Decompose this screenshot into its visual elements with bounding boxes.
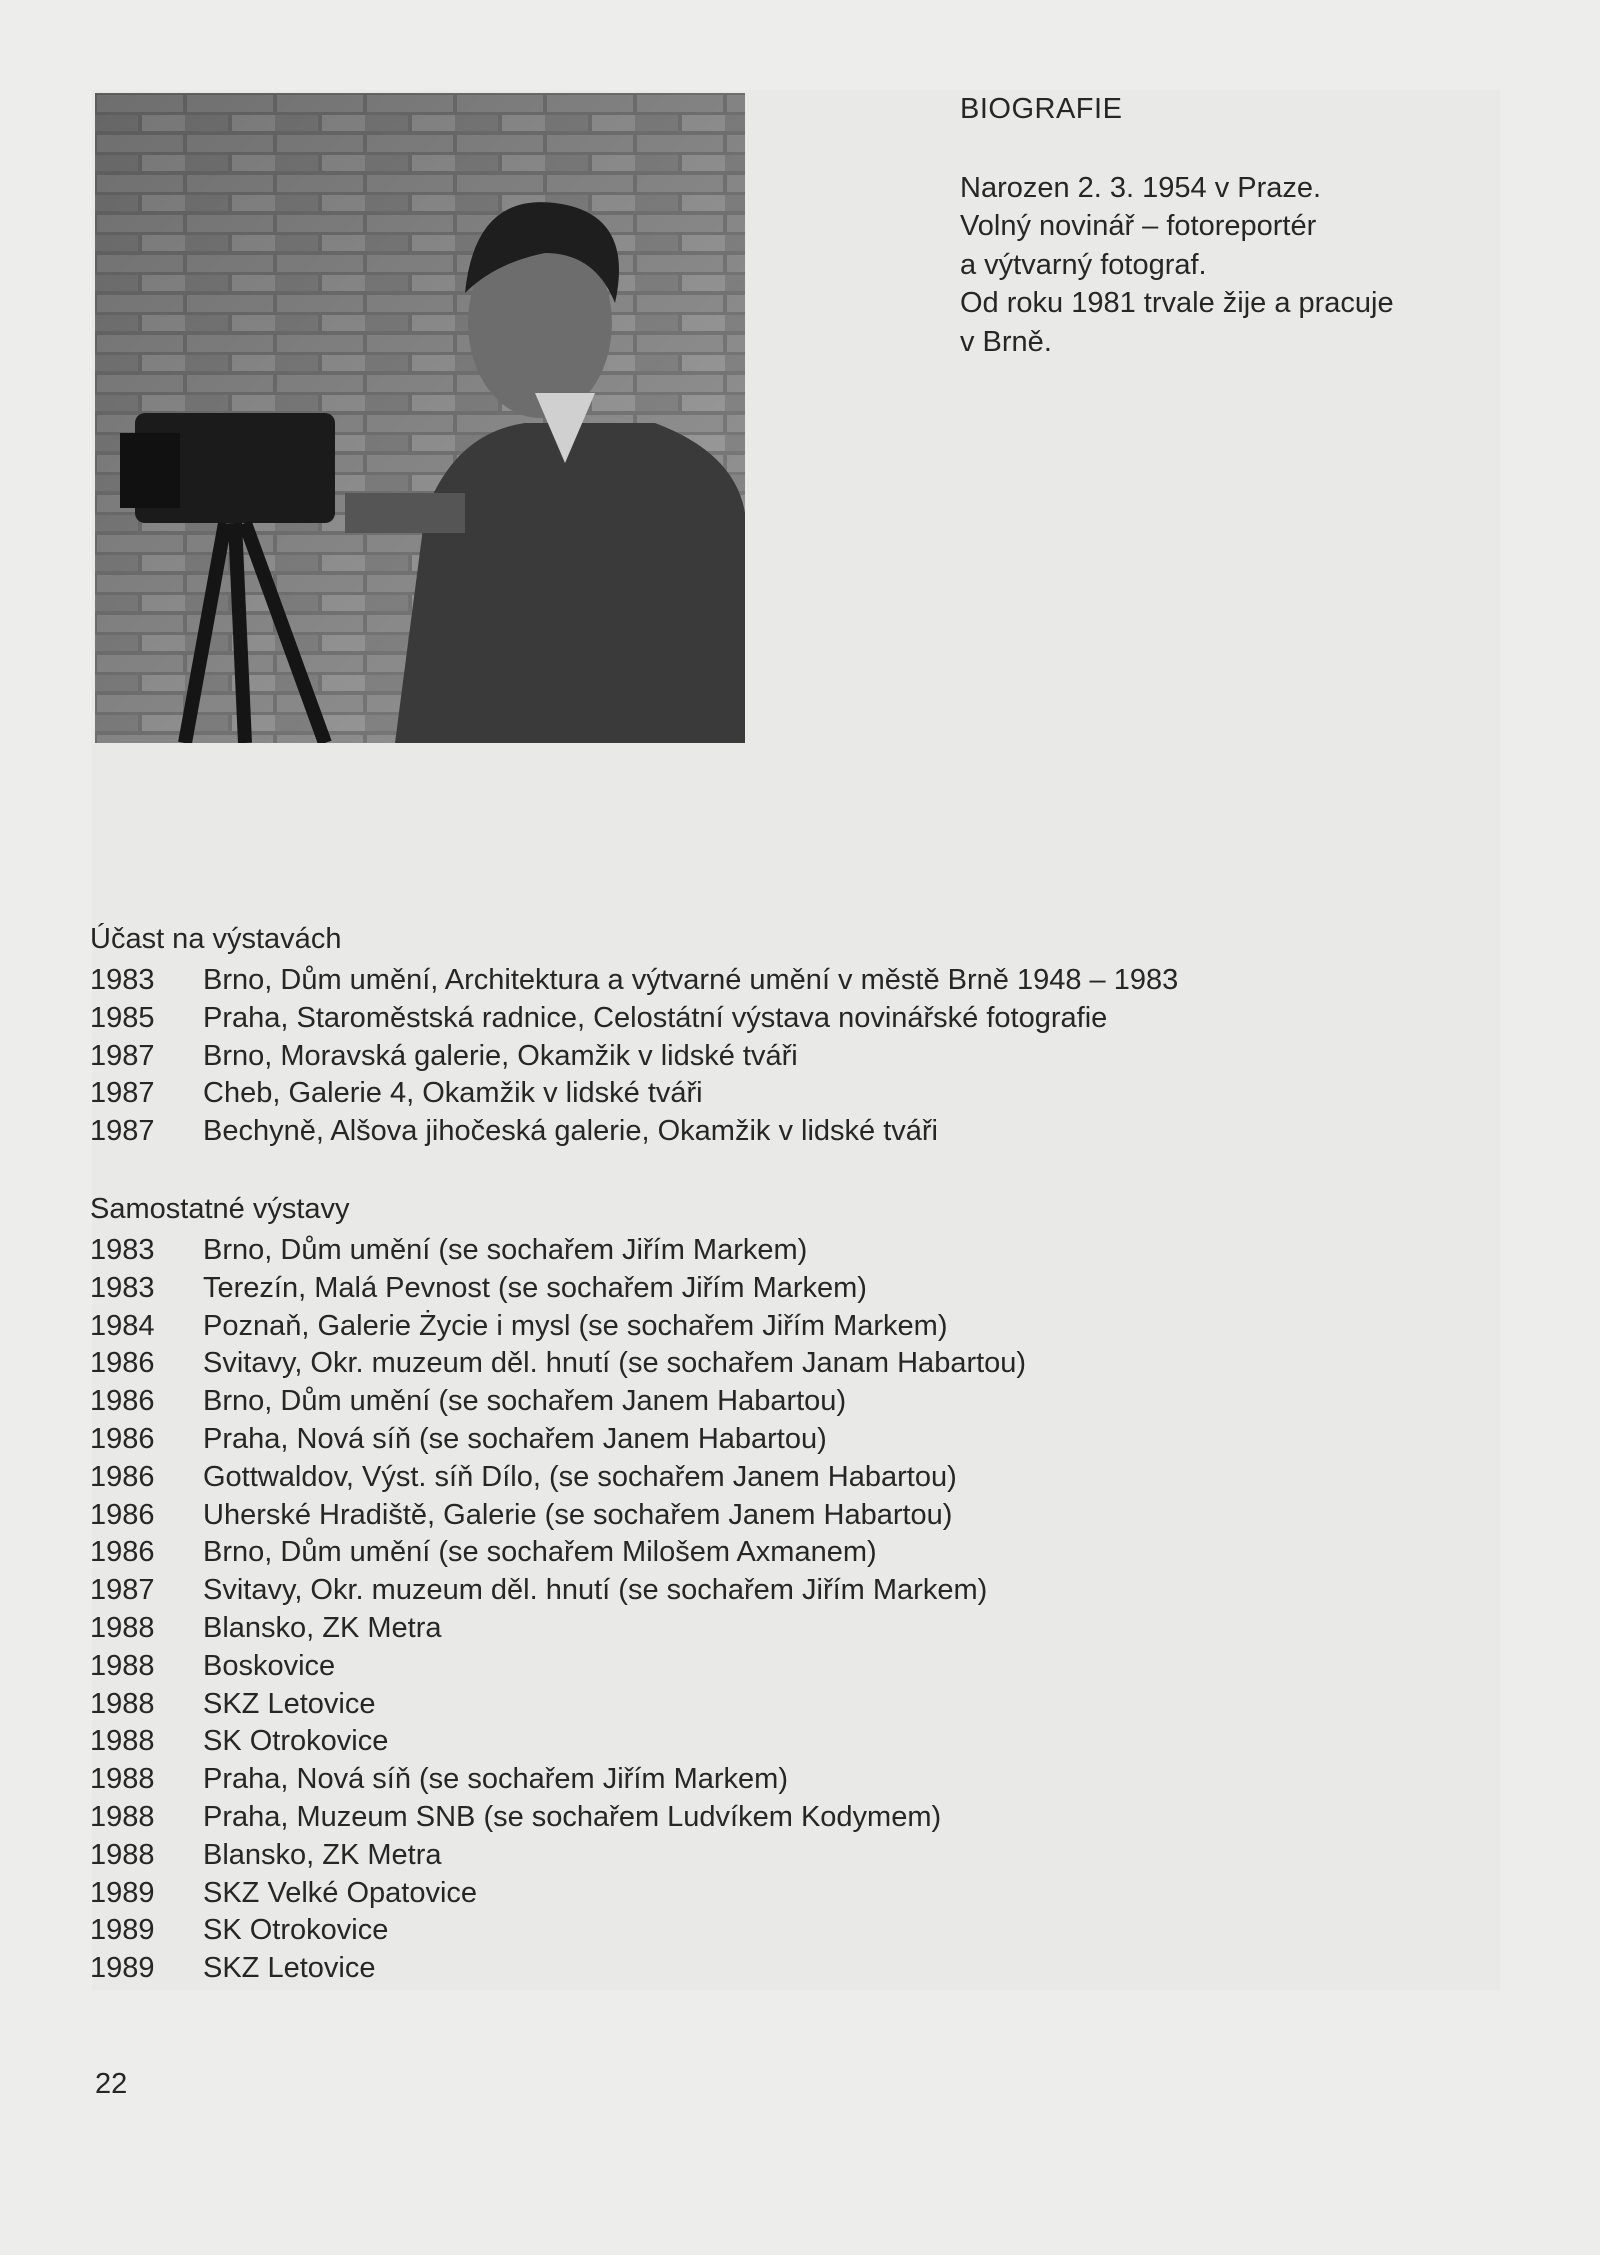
exhibition-year: 1986 [90, 1460, 155, 1493]
exhibition-text: Gottwaldov, Výst. síň Dílo, (se sochařem Janem Habartou) [203, 1460, 957, 1493]
exhibition-text: SKZ Letovice [203, 1687, 376, 1720]
exhibition-row [90, 1723, 1026, 1761]
exhibition-row [90, 1686, 1026, 1724]
exhibition-text: Praha, Staroměstská radnice, Celostátní výstava novinářské fotografie [203, 1001, 1108, 1034]
bio-line: Od roku 1981 trvale žije a pracuje [960, 287, 1394, 319]
exhibition-year: 1987 [90, 1574, 155, 1607]
exhibition-row [90, 1345, 1026, 1383]
exhibition-row [90, 1459, 1026, 1497]
exhibition-row [90, 962, 1178, 1000]
exhibition-year: 1986 [90, 1385, 155, 1418]
exhibition-year: 1989 [90, 1876, 155, 1909]
exhibition-text: Brno, Dům umění (se sochařem Janem Habartou) [203, 1385, 847, 1418]
exhibition-year: 1989 [90, 1952, 155, 1985]
exhibition-year: 1988 [90, 1687, 155, 1720]
exhibition-year: 1983 [90, 1271, 155, 1304]
section-heading: Samostatné výstavy [90, 1193, 350, 1225]
exhibition-text: Boskovice [203, 1649, 336, 1682]
exhibition-row [90, 1950, 1026, 1988]
exhibition-year: 1989 [90, 1914, 155, 1947]
exhibition-row [90, 1648, 1026, 1686]
solo-exhibitions [90, 1190, 1026, 1988]
exhibition-text: Praha, Nová síň (se sochařem Jiřím Markem) [203, 1763, 788, 1796]
exhibition-row [90, 1497, 1026, 1535]
exhibition-text: Poznaň, Galerie Życie i mysl (se sochařem Jiřím Markem) [203, 1309, 948, 1342]
exhibition-row [90, 1383, 1026, 1421]
exhibition-year: 1984 [90, 1309, 155, 1342]
exhibition-text: Brno, Dům umění (se sochařem Milošem Axmanem) [203, 1536, 877, 1569]
bio-line: Narozen 2. 3. 1954 v Praze. [960, 171, 1322, 204]
exhibition-year: 1988 [90, 1725, 155, 1758]
exhibition-row [90, 1270, 1026, 1308]
exhibition-row [90, 1761, 1026, 1799]
exhibition-text: Brno, Dům umění, Architektura a výtvarné umění v městě Brně 1948 – 1983 [203, 964, 1179, 996]
exhibition-text: Svitavy, Okr. muzeum děl. hnutí (se sochařem Jiřím Markem) [203, 1574, 988, 1607]
exhibition-row [90, 1038, 1178, 1076]
exhibition-year: 1988 [90, 1611, 155, 1644]
exhibition-text: Praha, Muzeum SNB (se sochařem Ludvíkem Kodymem) [203, 1800, 942, 1833]
exhibition-year: 1987 [90, 1039, 155, 1072]
biography-title: BIOGRAFIE [960, 93, 1123, 125]
bio-line: a výtvarný fotograf. [960, 248, 1207, 281]
group-exhibitions [90, 920, 1178, 1151]
exhibition-row [90, 1113, 1178, 1151]
exhibition-year: 1988 [90, 1800, 155, 1833]
exhibition-row [90, 1075, 1178, 1113]
exhibition-year: 1986 [90, 1422, 155, 1455]
exhibition-row [90, 1912, 1026, 1950]
bio-line: v Brně. [960, 325, 1052, 358]
exhibition-year: 1986 [90, 1347, 155, 1380]
exhibition-row [90, 1534, 1026, 1572]
exhibition-year: 1986 [90, 1536, 155, 1569]
exhibition-row [90, 1610, 1026, 1648]
exhibition-text: Terezín, Malá Pevnost (se sochařem Jiřím Markem) [203, 1271, 867, 1304]
exhibition-text: Uherské Hradiště, Galerie (se sochařem Janem Habartou) [203, 1498, 953, 1531]
exhibition-text: Bechyně, Alšova jihočeská galerie, Okamžik v lidské tváři [203, 1115, 938, 1148]
exhibition-year: 1983 [90, 1234, 155, 1266]
exhibition-text: Svitavy, Okr. muzeum děl. hnutí (se sochařem Janam Habartou) [203, 1347, 1027, 1380]
biography [960, 90, 1394, 361]
exhibition-year: 1985 [90, 1001, 155, 1034]
exhibition-year: 1988 [90, 1649, 155, 1682]
exhibition-text: Brno, Dům umění (se sochařem Jiřím Markem) [203, 1234, 808, 1266]
exhibition-text: SKZ Velké Opatovice [203, 1876, 478, 1909]
exhibition-year: 1987 [90, 1077, 155, 1110]
exhibition-year: 1988 [90, 1763, 155, 1796]
exhibition-row [90, 1837, 1026, 1875]
exhibition-text: SKZ Letovice [203, 1952, 376, 1985]
exhibition-year: 1988 [90, 1838, 155, 1871]
exhibition-row [90, 1232, 1026, 1270]
exhibition-year: 1986 [90, 1498, 155, 1531]
exhibition-year: 1987 [90, 1115, 155, 1148]
bio-line: Volný novinář – fotoreportér [960, 210, 1317, 242]
portrait-photo [95, 93, 745, 743]
exhibition-text: SK Otrokovice [203, 1725, 389, 1758]
exhibition-row [90, 1308, 1026, 1346]
exhibition-row [90, 1421, 1026, 1459]
exhibition-row [90, 1875, 1026, 1913]
page-number: 22 [95, 2068, 128, 2100]
exhibition-text: SK Otrokovice [203, 1914, 389, 1947]
exhibition-text: Praha, Nová síň (se sochařem Janem Habartou) [203, 1422, 827, 1455]
exhibition-row [90, 1572, 1026, 1610]
exhibition-text: Blansko, ZK Metra [203, 1838, 442, 1871]
section-heading: Účast na výstavách [90, 923, 342, 955]
exhibition-text: Blansko, ZK Metra [203, 1611, 442, 1644]
exhibition-year: 1983 [90, 964, 155, 996]
exhibition-text: Cheb, Galerie 4, Okamžik v lidské tváři [203, 1077, 703, 1110]
exhibition-text: Brno, Moravská galerie, Okamžik v lidské tváři [203, 1039, 798, 1072]
exhibition-row [90, 1000, 1178, 1038]
exhibition-row [90, 1799, 1026, 1837]
